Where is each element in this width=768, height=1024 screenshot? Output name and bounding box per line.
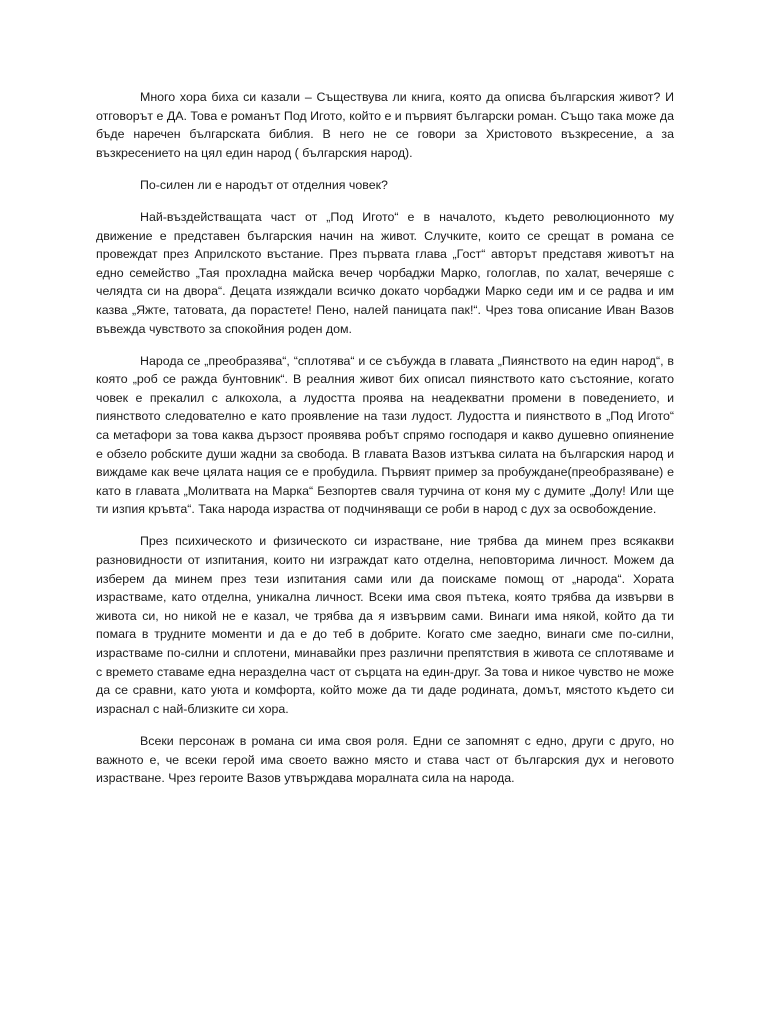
paragraph-drunkenness-chapter: Народа се „преобразява“, “сплотява“ и се събужда в главата „Пиянството на един народ“, в която „роб се ражда бунтовник“. В реалния живот бих описал пиянството като състояние, когато човек е прекалил с алкохола, а лудостта проява на неадекватни промени в поведението, и пиянството следователно е като проявление на тази лудост. Лудостта и пиянството в „Под Игото“ са метафори за това каква дързост проявява робът спрямо господаря и какво душевно опиянение е обзело робските души жадни за свобода. В главата Вазов изтъква силата на българския народ и виждаме как вече цялата нация се е пробудила. Първият пример за пробуждане(преобразяване) е като в главата „Молитвата на Марка“ Безпортев сваля турчина от коня му с думите „Долу! Или ще ти изпия кръвта“. Така народа израства от подчиняващи се роби в народ с дух за освобождение.	[96, 353, 674, 517]
paragraph-guest-chapter: Най-въздействащата част от „Под Игото“ е в началото, където революционното му движение е представен българския начин на живот. Случките, които се срещат в романа се провеждат през Априлското въстание. През първата глава „Гост“ авторът представя животът на едно семейство „Тая прохладна майска вечер чорбаджи Марко, гологлав, по халат, вечеряше с челядта си на двора“. Децата изяждали всичко докато чорбаджи Марко седи им и се радва и им казва „Яжте, татовата, да порастете! Пено, налей паницата пак!“. Чрез това описание Иван Вазов въвежда чувството за спокойния роден дом.	[96, 209, 674, 336]
paragraph-growth: През психическото и физическото си израстване, ние трябва да минем през всякакви разновидности от изпитания, които ни изграждат като отделна, неповторима личност. Можем да изберем да минем през тези изпитания сами или да поискаме помощ от „народа“. Хората израстваме, като отделна, уникална личност. Всеки има своя пътека, която трябва да извърви в живота си, но никой не е казал, че трябва да я извървим сами. Винаги има някой, който да ти помага в трудните моменти и да е до теб в добрите. Когато сме заедно, винаги сме по-силни, израстваме по-силни и сплотени, минавайки през различни препятствия в живота се сплотяваме и с времето ставаме една неразделна част от сърцата на един-друг. За това и никое чувство не може да се сравни, като уюта и комфорта, който може да ти даде родината, домът, мястото където си израснал с най-близките си хора.	[96, 534, 674, 716]
paragraph-question: По-силен ли е народът от отделния човек?	[140, 177, 388, 192]
document-page	[96, 88, 674, 801]
paragraph-conclusion: Всеки персонаж в романа си има своя роля. Едни се запомнят с едно, други с друго, но важното е, че всеки герой има своето важно място и става част от българския дух и неговото израстване. Чрез героите Вазов утвърждава моралната сила на народа.	[96, 733, 674, 786]
paragraph-intro: Много хора биха си казали – Съществува ли книга, която да описва българския живот? И отговорът е ДА. Това е романът Под Игото, който е и първият български роман. Също така може да бъде наречен българската библия. В него не се говори за Христовото възкресение, а за възкресението на цял един народ ( българския народ).	[96, 90, 674, 160]
